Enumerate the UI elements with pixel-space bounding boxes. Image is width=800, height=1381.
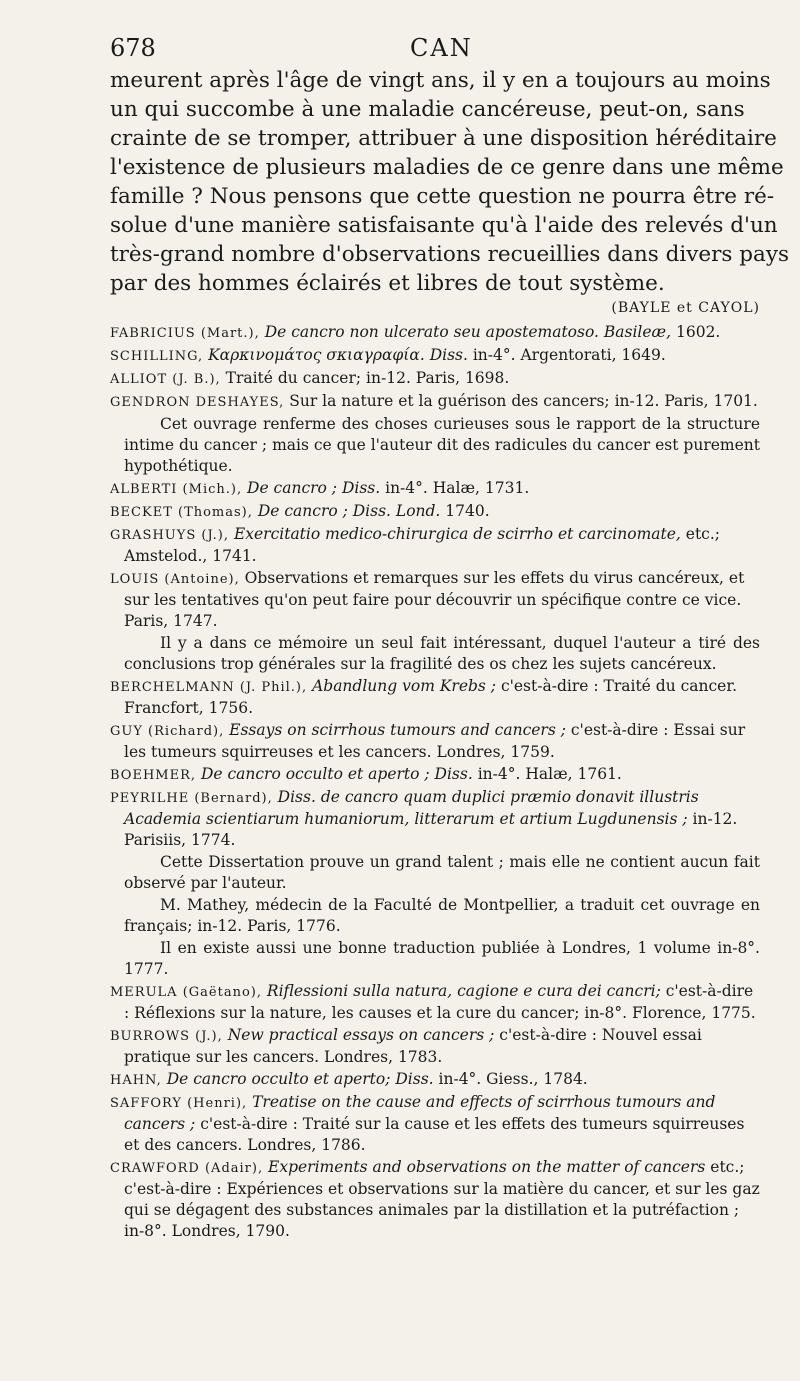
bib-details: 1740. [440,502,490,520]
bibliography-entry [110,322,760,344]
bib-details: Observations et remarques sur les effets du virus cancéreux, et sur les tentatives qu'on peut faire pour découvrir un spécifique contre ce vice. Paris, 1747. [124,569,745,630]
main-paragraph [110,66,789,298]
text-line: par des hommes éclairés et libres de tout système. [110,271,665,296]
bib-author: SAFFORY (Henri), [110,1096,248,1111]
bib-details: in-4°. Halæ, 1761. [472,765,622,783]
bib-details: c'est-à-dire : Réflexions sur la nature, les causes et la cure du cancer; in-8°. Florence, 1775. [124,982,756,1022]
bib-details: c'est-à-dire : Essai sur les tumeurs squirreuses et les cancers. Londres, 1759. [124,721,746,761]
bib-details: Traité du cancer; in-12. Paris, 1698. [220,369,510,387]
bibliography-note: Cette Dissertation prouve un grand talent ; mais elle ne contient aucun fait observé par l'auteur. [124,853,760,892]
bib-details: c'est-à-dire : Nouvel essai pratique sur les cancers. Londres, 1783. [124,1026,702,1066]
bib-title: Abandlung vom Krebs ; [312,677,497,695]
bib-title: Experiments and observations on the matter of cancers [268,1158,706,1176]
bib-author: BOEHMER, [110,768,196,783]
bib-title: Riflessioni sulla natura, cagione e cura dei cancri; [266,982,661,1000]
bib-details: etc.; c'est-à-dire : Expériences et observations sur la matière du cancer, et sur les gaz qui se dégagent des substances animales par la distillation et la putréfaction ; in-8°. Londres, 1790. [124,1158,760,1240]
bib-author: BERCHELMANN (J. Phil.), [110,680,308,695]
text-line: un qui succombe à une maladie cancéreuse, peut-on, sans [110,97,745,122]
bib-details: c'est-à-dire : Traité sur la cause et les effets des tumeurs squirreuses et des cancers. Londres, 1786. [124,1115,745,1154]
page-number: 678 [110,34,156,62]
bibliography-entry [110,764,760,786]
bib-details: in-12. Parisiis, 1774. [124,810,738,849]
bib-author: SCHILLING, [110,349,204,364]
bib-title: Essays on scirrhous tumours and cancers ; [229,721,566,739]
bib-author: BECKET (Thomas), [110,505,253,520]
bib-title: De cancro occulto et aperto; Diss. [166,1070,434,1088]
bib-title: New practical essays on cancers ; [227,1026,495,1044]
attribution: (BAYLE et CAYOL) [611,300,760,316]
bib-author: GUY (Richard), [110,724,225,739]
page-header [110,30,760,66]
bib-title: De cancro occulto et aperto ; Diss. [200,765,473,783]
bibliography-note: Il en existe aussi une bonne traduction publiée à Londres, 1 volume in-8°. 1777. [124,939,760,978]
bibliography-entry [110,1069,760,1091]
bibliography-entry [110,787,760,851]
bib-title: Diss. de cancro quam duplici præmio donavit illustris Academia scientiarum humaniorum, litterarum et artium Lugdunensis ; [124,788,699,828]
bibliography [110,322,760,1242]
bib-details: in-4°. Giess., 1784. [433,1070,588,1088]
bibliography-note: M. Mathey, médecin de la Faculté de Montpellier, a traduit cet ouvrage en français; in-12. Paris, 1776. [124,896,760,935]
bibliography-entry [110,501,760,523]
bibliography-entry [110,345,760,367]
bibliography-entry [110,676,760,719]
bib-author: FABRICIUS (Mart.), [110,326,260,341]
bibliography-entry [110,1025,760,1068]
bib-author: ALLIOT (J. B.), [110,372,221,387]
bib-title: De cancro ; Diss. Lond. [257,502,441,520]
bib-title: Exercitatio medico-chirurgica de scirrho et carcinomate, [233,525,681,543]
bib-details: etc.; Amstelod., 1741. [124,525,721,565]
bibliography-entry [110,720,760,763]
bibliography-note: Il y a dans ce mémoire un seul fait intéressant, duquel l'auteur a tiré des conclusions trop générales sur la fragilité des os chez les sujets cancéreux. [124,634,760,673]
text-line: famille ? Nous pensons que cette question ne pourra être ré- [110,184,775,209]
bib-author: ALBERTI (Mich.), [110,482,243,497]
bibliography-entry [110,391,760,413]
bib-author: MERULA (Gaëtano), [110,985,262,1000]
bib-title: De cancro non ulcerato seu apostematoso. Basileæ, [264,323,672,341]
bib-details: in-4°. Argentorati, 1649. [467,346,666,364]
bib-details: Sur la nature et la guérison des cancers; in-12. Paris, 1701. [284,392,758,410]
running-head: CAN [410,34,473,62]
bibliography-entry [110,524,760,567]
bib-author: CRAWFORD (Adair), [110,1161,264,1176]
text-line: très-grand nombre d'observations recueillies dans divers pays [110,242,789,267]
text-line: crainte de se tromper, attribuer à une disposition héréditaire [110,126,777,151]
bibliography-entry [110,568,760,632]
bib-author: BURROWS (J.), [110,1029,223,1044]
bibliography-note: Cet ouvrage renferme des choses curieuses sous le rapport de la structure intime du cancer ; mais ce que l'auteur dit des radicules du cancer est purement hypothétique. [124,415,760,475]
bib-author: LOUIS (Antoine), [110,572,240,587]
bib-title: Treatise on the cause and effects of scirrhous tumours and cancers ; [124,1093,716,1133]
bib-title: Καρκινομάτος σκιαγραφία. Diss. [208,346,468,364]
bib-author: PEYRILHE (Bernard), [110,791,273,806]
bib-details: in-4°. Halæ, 1731. [380,479,530,497]
bibliography-entry [110,1092,760,1156]
bibliography-entry [110,1157,760,1242]
bib-title: De cancro ; Diss. [247,479,381,497]
bib-author: GRASHUYS (J.), [110,528,229,543]
text-line: solue d'une manière satisfaisante qu'à l'aide des relevés d'un [110,213,778,238]
text-line: meurent après l'âge de vingt ans, il y en a toujours au moins [110,68,771,93]
text-line: l'existence de plusieurs maladies de ce genre dans une même [110,155,784,180]
bibliography-entry [110,981,760,1024]
bib-author: GENDRON DESHAYES, [110,395,285,410]
bib-details: 1602. [671,323,721,341]
bib-author: HAHN, [110,1073,162,1088]
bib-details: c'est-à-dire : Traité du cancer. Francfort, 1756. [124,677,737,717]
bibliography-entry [110,368,760,390]
bibliography-entry [110,478,760,500]
